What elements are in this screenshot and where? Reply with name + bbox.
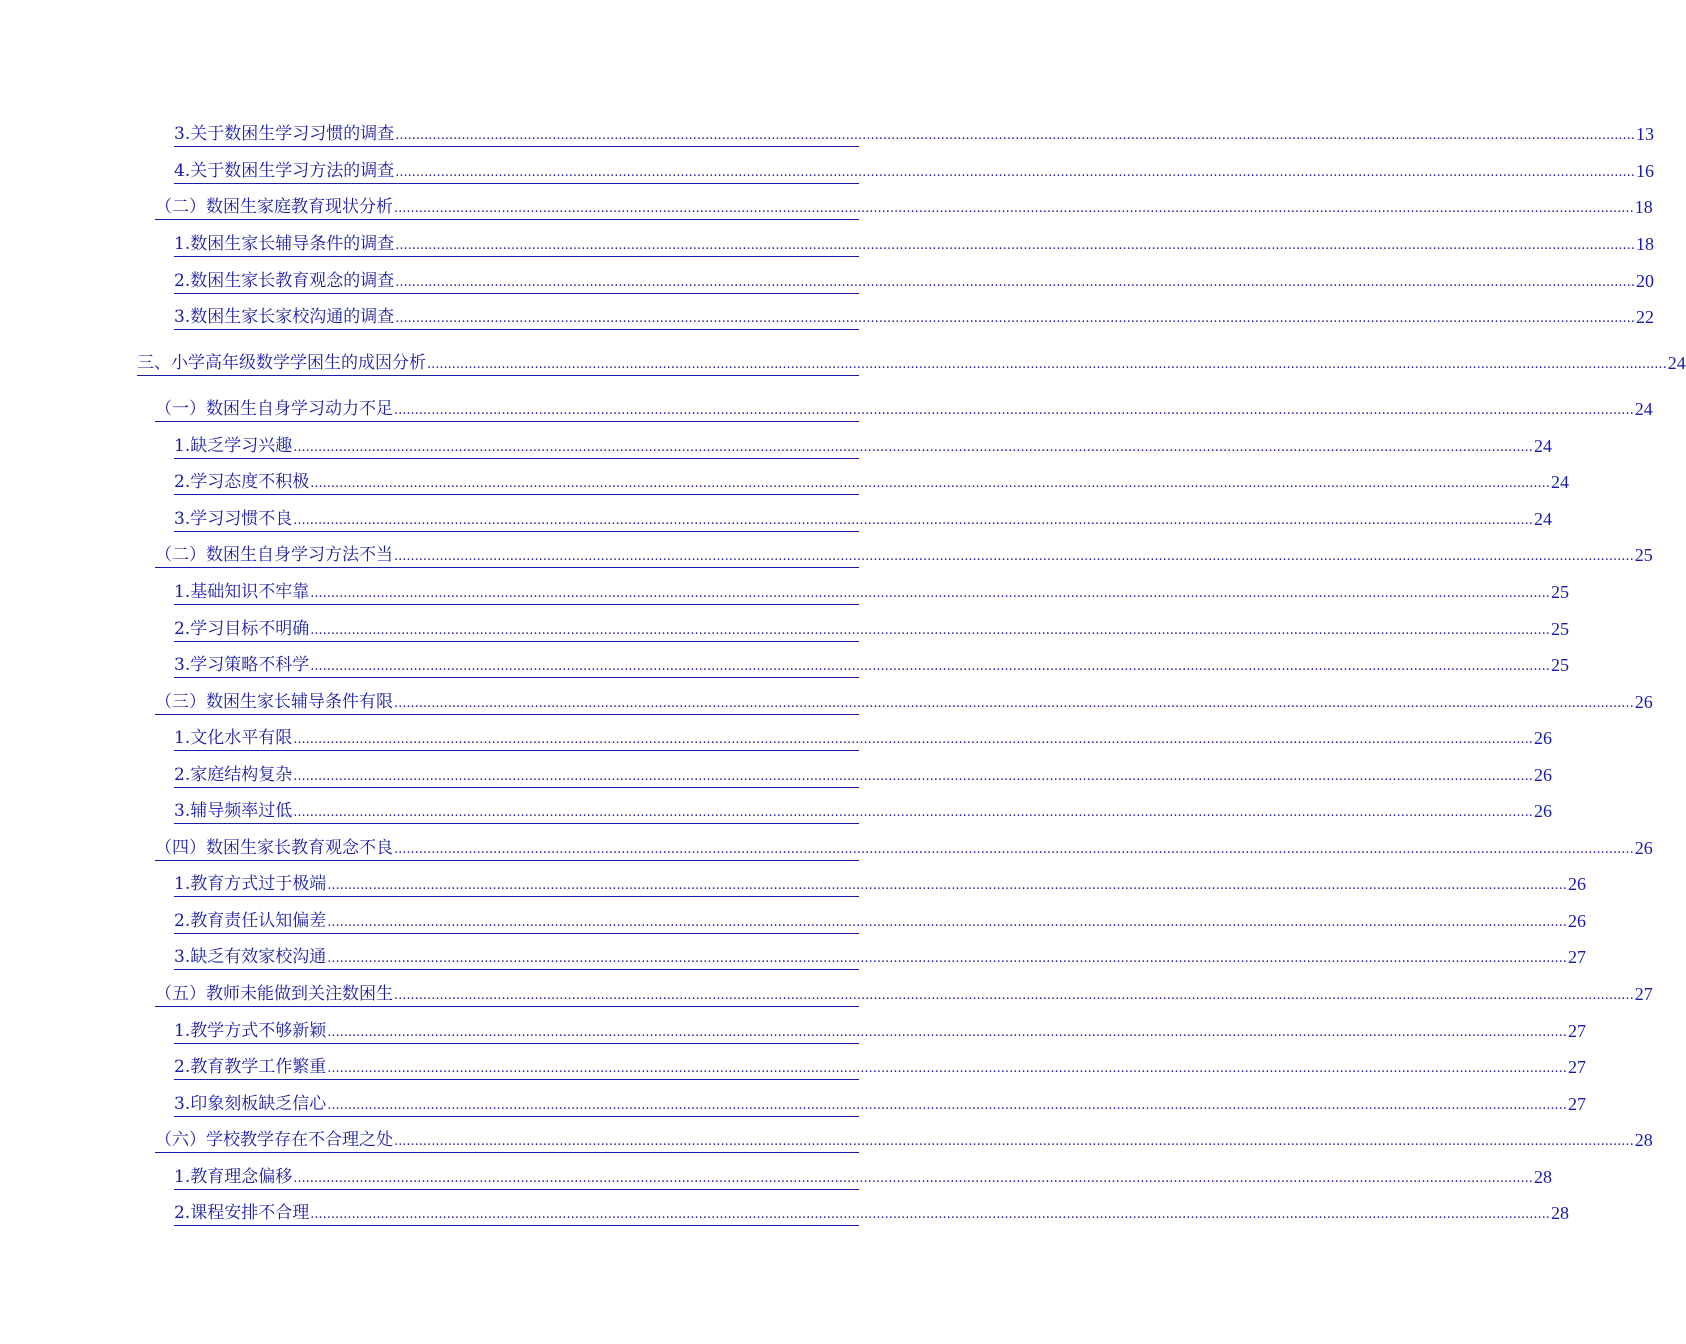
toc-leader-dots: ............................................................................................................................................................................................................................................................................................................ xyxy=(293,1171,1533,1186)
toc-entry[interactable] xyxy=(174,270,1654,294)
toc-entry-page: 24 xyxy=(1667,353,1686,373)
toc-entry-label: 1.文化水平有限 xyxy=(174,728,293,748)
toc-entry-label: 3.学习策略不科学 xyxy=(174,655,310,675)
toc-entry-label: 2.课程安排不合理 xyxy=(174,1203,310,1223)
toc-entry-page: 22 xyxy=(1635,307,1654,327)
toc-leader-dots: ............................................................................................................................................................................................................................................................................................................ xyxy=(327,878,1567,893)
toc-leader-dots: ............................................................................................................................................................................................................................................................................................................ xyxy=(327,1061,1567,1076)
toc-entry-label: 2.教育责任认知偏差 xyxy=(174,911,327,931)
toc-entry-label: 1.教育方式过于极端 xyxy=(174,874,327,894)
toc-entry-label: 1.教学方式不够新颖 xyxy=(174,1021,327,1041)
toc-entry-page: 26 xyxy=(1567,874,1586,894)
toc-leader-dots: ............................................................................................................................................................................................................................................................................................................ xyxy=(394,403,1634,418)
toc-entry[interactable] xyxy=(174,306,1654,330)
toc-entry-label: 3.学习习惯不良 xyxy=(174,509,293,529)
toc-entry-label: （二）数困生家庭教育现状分析 xyxy=(155,197,393,217)
toc-entry-page: 28 xyxy=(1533,1167,1552,1187)
toc-entry[interactable] xyxy=(155,691,1653,715)
toc-entry-label: 2.学习目标不明确 xyxy=(174,619,310,639)
toc-entry-label: 3.印象刻板缺乏信心 xyxy=(174,1094,327,1114)
toc-entry-page: 26 xyxy=(1634,838,1653,858)
toc-entry-label: 4.关于数困生学习方法的调查 xyxy=(174,161,395,181)
toc-leader-dots: ............................................................................................................................................................................................................................................................................................................ xyxy=(394,201,1634,216)
toc-entry[interactable] xyxy=(155,196,1653,220)
toc-entry-page: 25 xyxy=(1550,655,1569,675)
toc-entry[interactable] xyxy=(155,1129,1653,1153)
toc-entry-page: 16 xyxy=(1635,161,1654,181)
toc-entry[interactable] xyxy=(174,1020,1586,1044)
toc-entry-page: 25 xyxy=(1634,545,1653,565)
toc-entry[interactable] xyxy=(174,471,1569,495)
toc-entry[interactable] xyxy=(155,837,1653,861)
toc-leader-dots: ............................................................................................................................................................................................................................................................................................................ xyxy=(395,238,1635,253)
toc-entry[interactable] xyxy=(174,654,1569,678)
toc-entry-page: 27 xyxy=(1567,947,1586,967)
toc-leader-dots: ............................................................................................................................................................................................................................................................................................................ xyxy=(327,1098,1567,1113)
toc-entry-page: 28 xyxy=(1550,1203,1569,1223)
toc-entry[interactable] xyxy=(174,123,1654,147)
toc-leader-dots: ............................................................................................................................................................................................................................................................................................................ xyxy=(395,275,1635,290)
toc-entry-page: 13 xyxy=(1635,124,1654,144)
toc-entry-page: 24 xyxy=(1533,436,1552,456)
toc-leader-dots: ............................................................................................................................................................................................................................................................................................................ xyxy=(310,623,1550,638)
toc-leader-dots: ............................................................................................................................................................................................................................................................................................................ xyxy=(327,951,1567,966)
toc-entry[interactable] xyxy=(174,873,1586,897)
toc-entry-page: 25 xyxy=(1550,582,1569,602)
toc-entry-page: 18 xyxy=(1635,234,1654,254)
toc-leader-dots: ............................................................................................................................................................................................................................................................................................................ xyxy=(395,311,1635,326)
toc-entry-label: （六）学校教学存在不合理之处 xyxy=(155,1130,393,1150)
toc-entry-label: 三、小学高年级数学学困生的成因分析 xyxy=(137,353,426,373)
toc-leader-dots: ............................................................................................................................................................................................................................................................................................................ xyxy=(310,476,1550,491)
toc-leader-dots: ............................................................................................................................................................................................................................................................................................................ xyxy=(394,549,1634,564)
toc-entry-page: 27 xyxy=(1567,1094,1586,1114)
toc-entry-page: 26 xyxy=(1567,911,1586,931)
toc-entry[interactable] xyxy=(174,800,1552,824)
toc-entry[interactable] xyxy=(174,435,1552,459)
toc-entry-page: 24 xyxy=(1634,399,1653,419)
toc-entry-label: 1.数困生家长辅导条件的调查 xyxy=(174,234,395,254)
toc-entry-label: 1.基础知识不牢靠 xyxy=(174,582,310,602)
toc-leader-dots: ............................................................................................................................................................................................................................................................................................................ xyxy=(293,513,1533,528)
toc-leader-dots: ............................................................................................................................................................................................................................................................................................................ xyxy=(327,915,1567,930)
toc-entry-label: （三）数困生家长辅导条件有限 xyxy=(155,692,393,712)
toc-entry-label: 2.学习态度不积极 xyxy=(174,472,310,492)
toc-entry-page: 20 xyxy=(1635,271,1654,291)
toc-leader-dots: ............................................................................................................................................................................................................................................................................................................ xyxy=(327,1025,1567,1040)
toc-entry[interactable] xyxy=(174,508,1552,532)
toc-entry-page: 27 xyxy=(1634,984,1653,1004)
toc-entry-label: 3.关于数困生学习习惯的调查 xyxy=(174,124,395,144)
toc-leader-dots: ............................................................................................................................................................................................................................................................................................................ xyxy=(394,842,1634,857)
toc-entry-label: （四）数困生家长教育观念不良 xyxy=(155,838,393,858)
toc-leader-dots: ............................................................................................................................................................................................................................................................................................................ xyxy=(310,1207,1550,1222)
toc-entry-label: （五）教师未能做到关注数困生 xyxy=(155,984,393,1004)
toc-entry[interactable] xyxy=(174,910,1586,934)
toc-leader-dots: ............................................................................................................................................................................................................................................................................................................ xyxy=(293,805,1533,820)
toc-entry-page: 26 xyxy=(1533,801,1552,821)
toc-entry-page: 24 xyxy=(1550,472,1569,492)
toc-entry[interactable] xyxy=(174,946,1586,970)
toc-entry[interactable] xyxy=(137,352,1686,376)
toc-entry[interactable] xyxy=(155,983,1653,1007)
toc-entry-page: 26 xyxy=(1533,728,1552,748)
toc-entry[interactable] xyxy=(174,1166,1552,1190)
toc-leader-dots: ............................................................................................................................................................................................................................................................................................................ xyxy=(293,440,1533,455)
toc-entry-page: 18 xyxy=(1634,197,1653,217)
toc-entry[interactable] xyxy=(174,618,1569,642)
toc-entry[interactable] xyxy=(174,581,1569,605)
toc-entry[interactable] xyxy=(174,1056,1586,1080)
toc-entry-page: 27 xyxy=(1567,1021,1586,1041)
toc-leader-dots: ............................................................................................................................................................................................................................................................................................................ xyxy=(394,988,1634,1003)
toc-entry[interactable] xyxy=(155,544,1653,568)
toc-leader-dots: ............................................................................................................................................................................................................................................................................................................ xyxy=(293,732,1533,747)
toc-entry[interactable] xyxy=(174,727,1552,751)
toc-entry[interactable] xyxy=(155,398,1653,422)
toc-entry[interactable] xyxy=(174,764,1552,788)
toc-entry-label: 2.数困生家长教育观念的调查 xyxy=(174,271,395,291)
toc-entry-label: 2.家庭结构复杂 xyxy=(174,765,293,785)
toc-entry-label: 3.辅导频率过低 xyxy=(174,801,293,821)
toc-entry[interactable] xyxy=(174,233,1654,257)
toc-entry-label: 3.缺乏有效家校沟通 xyxy=(174,947,327,967)
toc-leader-dots: ............................................................................................................................................................................................................................................................................................................ xyxy=(395,165,1635,180)
toc-leader-dots: ............................................................................................................................................................................................................................................................................................................ xyxy=(310,586,1550,601)
toc-entry-label: 1.教育理念偏移 xyxy=(174,1167,293,1187)
toc-entry-page: 26 xyxy=(1533,765,1552,785)
toc-entry-page: 25 xyxy=(1550,619,1569,639)
toc-entry-page: 26 xyxy=(1634,692,1653,712)
toc-entry[interactable] xyxy=(174,160,1654,184)
toc-leader-dots: ............................................................................................................................................................................................................................................................................................................ xyxy=(394,1134,1634,1149)
toc-entry[interactable] xyxy=(174,1202,1569,1226)
toc-entry-page: 27 xyxy=(1567,1057,1586,1077)
toc-entry-label: 1.缺乏学习兴趣 xyxy=(174,436,293,456)
toc-leader-dots: ............................................................................................................................................................................................................................................................................................................ xyxy=(394,696,1634,711)
toc-leader-dots: ............................................................................................................................................................................................................................................................................................................ xyxy=(427,357,1667,372)
toc-leader-dots: ............................................................................................................................................................................................................................................................................................................ xyxy=(310,659,1550,674)
toc-entry[interactable] xyxy=(174,1093,1586,1117)
toc-leader-dots: ............................................................................................................................................................................................................................................................................................................ xyxy=(293,769,1533,784)
toc-entry-page: 28 xyxy=(1634,1130,1653,1150)
toc-entry-label: 3.数困生家长家校沟通的调查 xyxy=(174,307,395,327)
toc-entry-label: 2.教育教学工作繁重 xyxy=(174,1057,327,1077)
toc-entry-label: （二）数困生自身学习方法不当 xyxy=(155,545,393,565)
toc-leader-dots: ............................................................................................................................................................................................................................................................................................................ xyxy=(395,128,1635,143)
toc-entry-label: （一）数困生自身学习动力不足 xyxy=(155,399,393,419)
toc-entry-page: 24 xyxy=(1533,509,1552,529)
